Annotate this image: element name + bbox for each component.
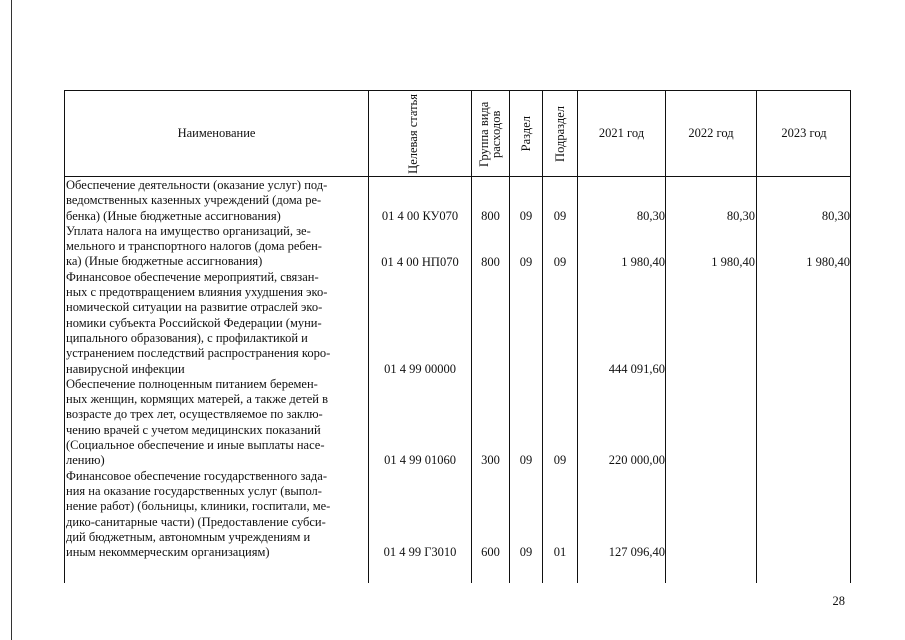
left-margin-rule [11,0,12,640]
header-subsection: Подраздел [553,105,567,162]
header-divider [65,176,850,177]
row-code: 01 4 99 Г3010 [383,545,457,560]
row-value-2023: 1 980,40 [806,254,850,269]
row-group: 300 [481,453,500,468]
header-section: Раздел [519,115,533,152]
row-subsection: 09 [553,208,567,223]
row-subsection: 01 [553,545,567,560]
row-group: 800 [481,254,500,269]
row-value-2022: 1 980,40 [711,254,755,269]
row-name: Обеспечение деятельности (оказание услуг) под- ведомственных казенных учреждений (дома ре- бенка) (Иные бюджетные ассигнования) [66,178,328,223]
header-2022: 2022 год [688,126,734,140]
header-2021: 2021 год [598,126,645,140]
row-section: 09 [519,453,533,468]
header-target-article: Целевая статья [406,93,420,174]
row-name: Обеспечение полноценным питанием беремен- ных женщин, кормящих матерей, а также детей в возрасте до трех лет, осуществляемое по заклю- чению врачей с учетом медицинских показаний (Социальное обеспечение и иные выплаты насе- лению) [66,376,329,468]
row-code: 01 4 99 01060 [384,453,456,468]
row-value-2021: 127 096,40 [608,545,665,560]
row-group: 800 [481,208,500,223]
page-number: 28 [832,594,845,608]
row-section: 09 [519,208,533,223]
row-name: Финансовое обеспечение мероприятий, связан- ных с предотвращением влияния ухудшения эко- номической ситуации на развитие отраслей эко- номики субъекта Российской Федерации (муни- ципального образования), с профилактикой и устранением последствий распространения коро- навирусной инфекции [66,269,331,376]
row-subsection: 09 [553,254,567,269]
row-value-2022: 80,30 [726,208,755,223]
row-name: Уплата налога на имущество организаций, зе- мельного и транспортного налогов (дома ребен- ка) (Иные бюджетные ассигнования) [66,223,322,269]
row-subsection: 09 [553,453,567,468]
row-code: 01 4 99 00000 [384,361,456,376]
row-section: 09 [519,254,533,269]
header-2023: 2023 год [781,126,827,140]
row-value-2023: 80,30 [821,208,850,223]
row-code: 01 4 00 КУ070 [381,208,459,223]
row-name: Финансовое обеспечение государственного зада- ния на оказание государственных услуг (выпол- нение работ) (больницы, клиники, госпитали, ме- дико-санитарные части) (Предоставление субси- дий бюджетным, автономным учреждениям и иным некоммерческим организациям) [66,468,331,560]
row-value-2021: 220 000,00 [608,453,665,468]
header-expense-group: Группа вида расходов [476,100,503,167]
row-group: 600 [481,545,500,560]
header-name: Наименование [177,126,256,140]
row-code: 01 4 00 НП070 [381,254,459,269]
row-value-2021: 80,30 [636,208,665,223]
row-value-2021: 1 980,40 [621,254,665,269]
row-section: 09 [519,545,533,560]
budget-table [64,90,851,583]
row-value-2021: 444 091,60 [608,361,665,376]
